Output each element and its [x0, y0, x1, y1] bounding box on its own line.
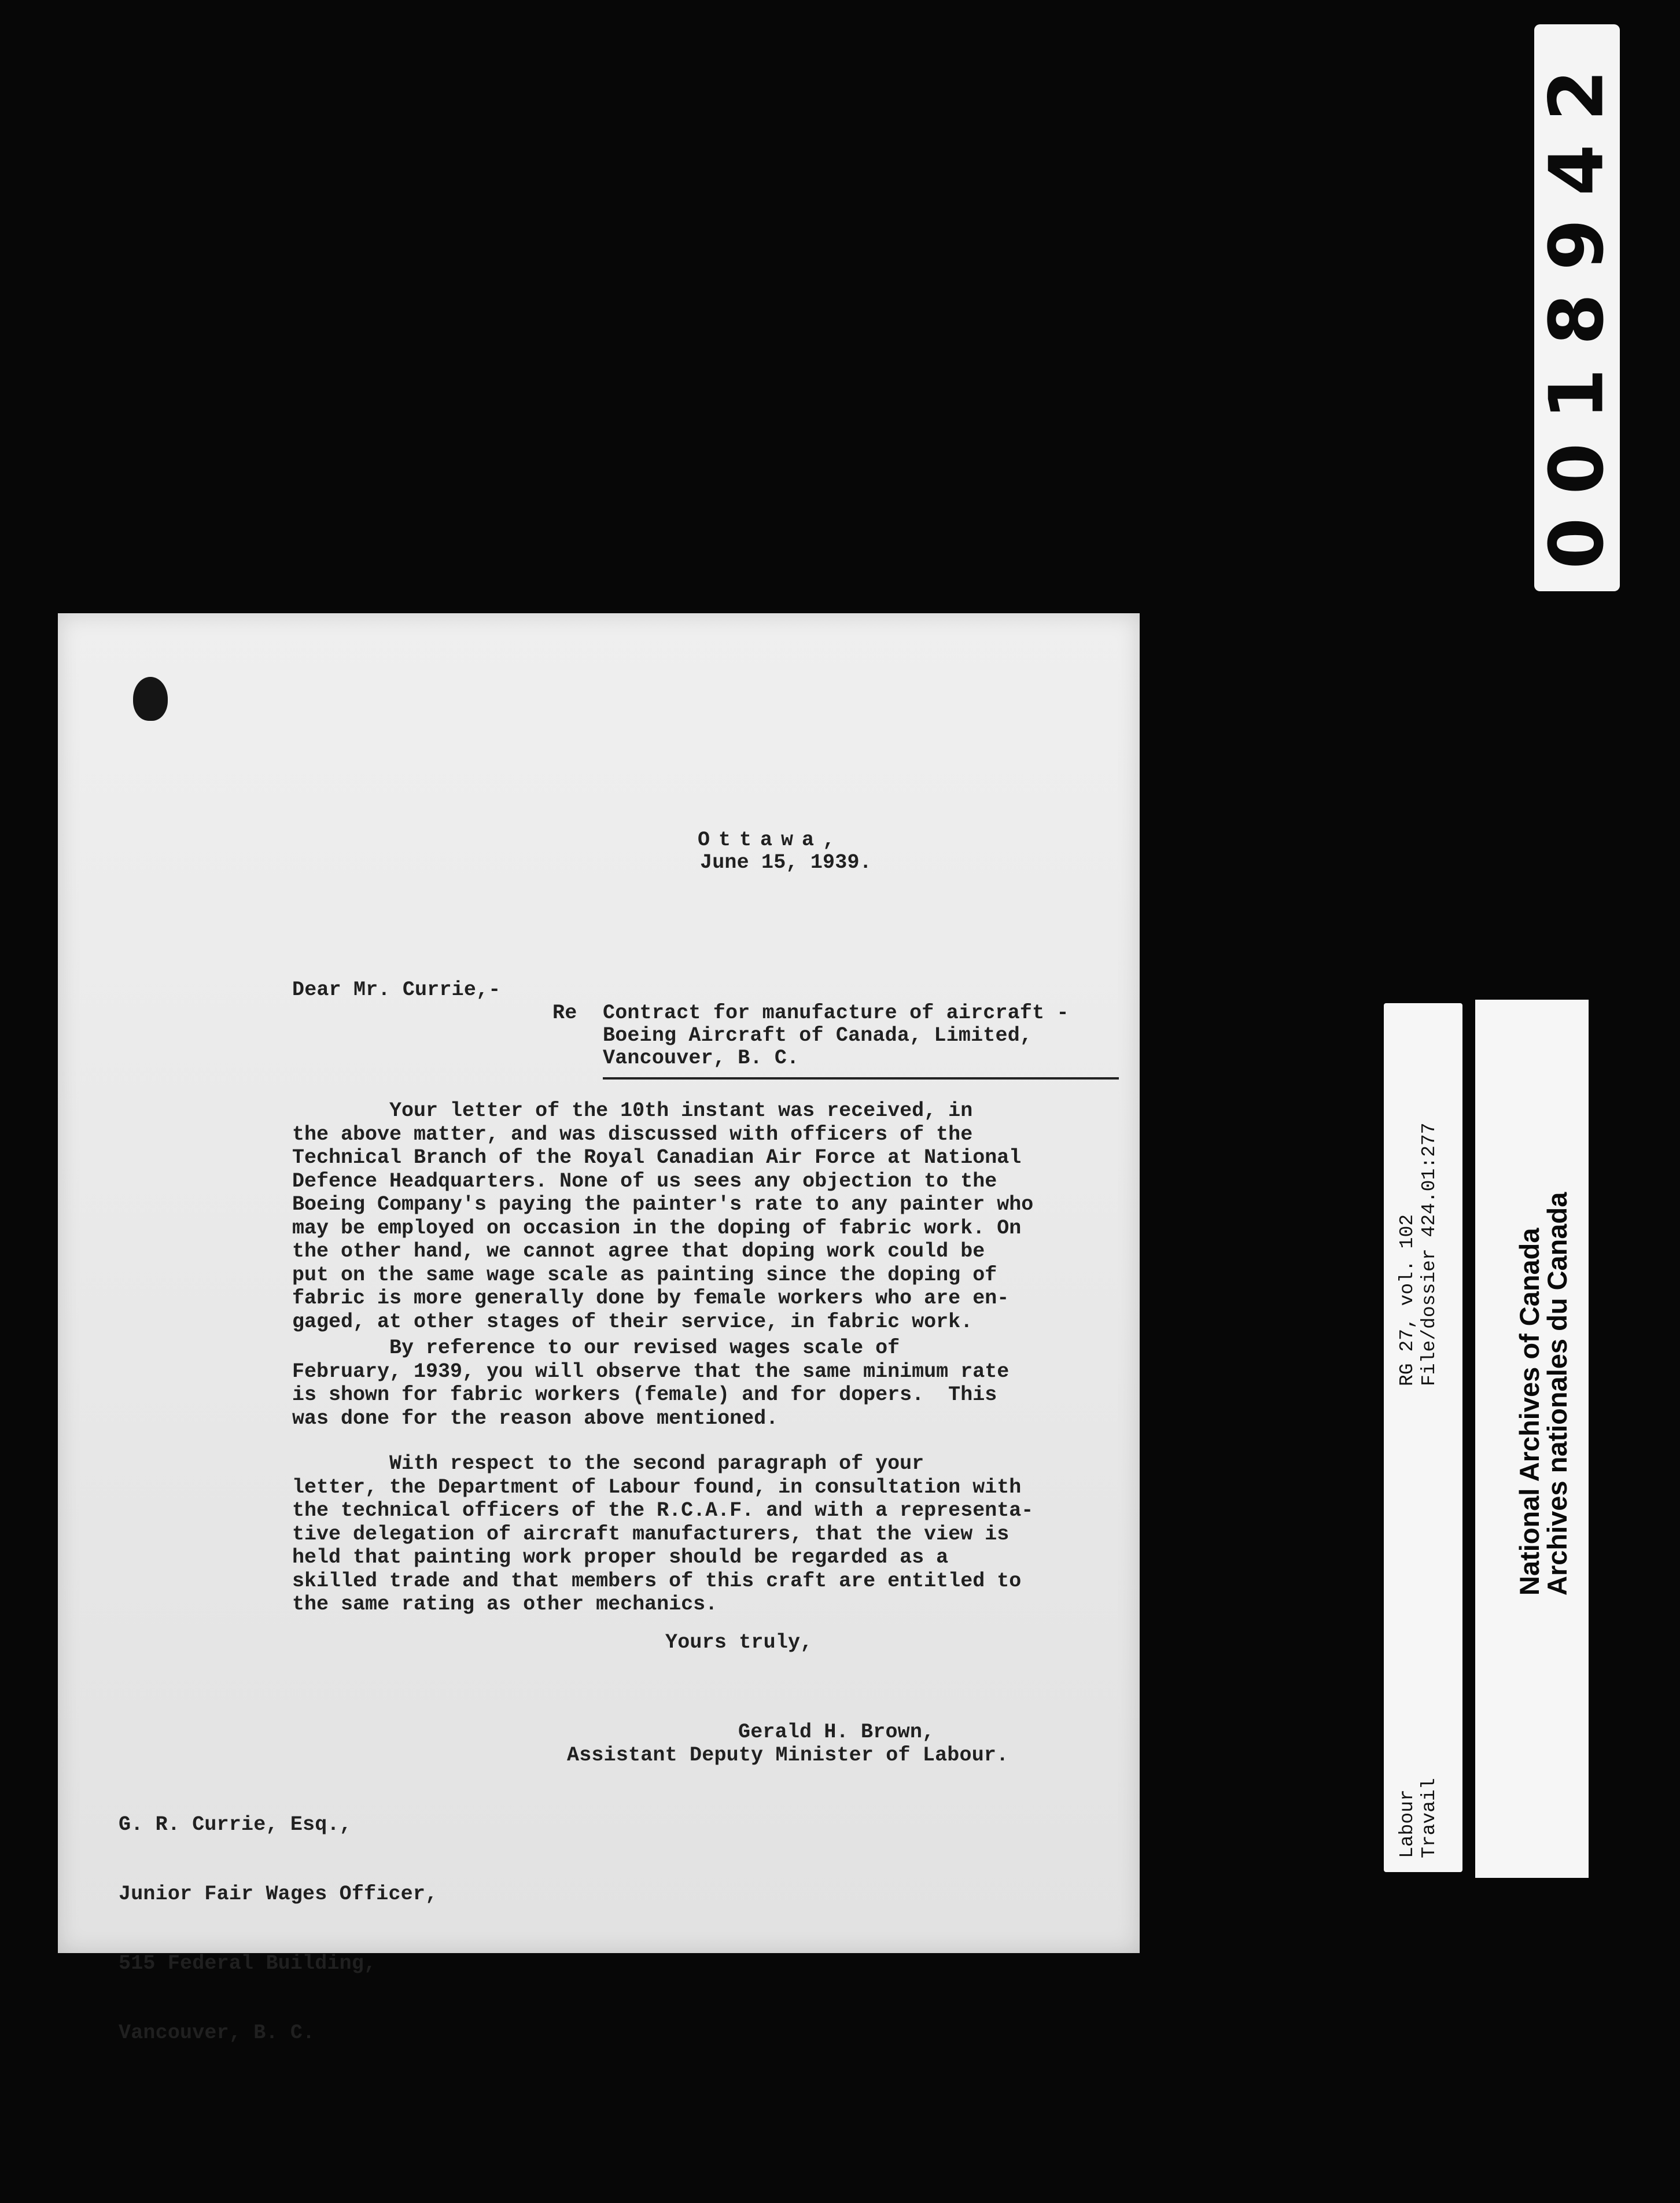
- frame-number: 0018942: [1534, 46, 1620, 569]
- re-subject-line: Contract for manufacture of aircraft -: [603, 1001, 1069, 1025]
- body-line: fabric is more generally done by female workers who are en-: [292, 1287, 1010, 1310]
- body-line: held that painting work proper should be regarded as a: [292, 1546, 949, 1569]
- body-paragraph-1: [292, 1099, 1160, 1333]
- body-line: Defence Headquarters. None of us sees any objection to the: [292, 1169, 997, 1193]
- letter-place: Ottawa,: [698, 828, 844, 852]
- recipient-line: Vancouver, B. C.: [119, 2021, 315, 2044]
- body-line: tive delegation of aircraft manufacturers, that the view is: [292, 1522, 1010, 1546]
- body-line: Your letter of the 10th instant was received, in: [292, 1099, 973, 1122]
- recipient-line: 515 Federal Building,: [119, 1952, 377, 1975]
- body-line: is shown for fabric workers (female) and for dopers. This: [292, 1383, 997, 1406]
- recipient-line: G. R. Currie, Esq.,: [119, 1813, 352, 1836]
- body-line: may be employed on occasion in the doping of fabric work. On: [292, 1216, 1022, 1240]
- archives-name-fr: Archives nationales du Canada: [1542, 1192, 1572, 1596]
- punch-hole: [133, 677, 168, 721]
- body-line: letter, the Department of Labour found, in consultation with: [292, 1475, 1022, 1499]
- salutation: Dear Mr. Currie,-: [292, 978, 501, 1001]
- recipient-address: [119, 1767, 437, 2091]
- closing: Yours truly,: [665, 1631, 813, 1654]
- body-paragraph-3: [292, 1452, 1160, 1616]
- archival-reference-label: [1384, 1003, 1462, 1872]
- reference-file: File/dossier 424.01:277: [1419, 1122, 1440, 1386]
- letter-page: [58, 613, 1140, 2044]
- body-line: By reference to our revised wages scale of: [292, 1336, 900, 1360]
- body-line: gaged, at other stages of their service, in fabric work.: [292, 1310, 973, 1333]
- re-underline: [603, 1077, 1119, 1080]
- reference-department-fr: Travail: [1419, 1778, 1440, 1858]
- archives-name-en: National Archives of Canada: [1514, 1228, 1545, 1596]
- body-line: put on the same wage scale as painting since the doping of: [292, 1263, 997, 1287]
- body-line: was done for the reason above mentioned.: [292, 1406, 779, 1430]
- signer-title: Assistant Deputy Minister of Labour.: [567, 1744, 1009, 1767]
- re-subject-line: Vancouver, B. C.: [603, 1047, 800, 1070]
- archives-label: [1475, 1000, 1589, 1878]
- re-subject-line: Boeing Aircraft of Canada, Limited,: [603, 1024, 1033, 1047]
- body-line: skilled trade and that members of this craft are entitled to: [292, 1569, 1022, 1593]
- reference-department-en: Labour: [1397, 1789, 1418, 1858]
- body-line: the other hand, we cannot agree that doping work could be: [292, 1240, 985, 1263]
- reference-volume: RG 27, vol. 102: [1397, 1214, 1418, 1386]
- re-label: Re: [552, 1001, 577, 1025]
- body-line: With respect to the second paragraph of your: [292, 1452, 924, 1475]
- letter-date: June 15, 1939.: [700, 851, 872, 874]
- body-paragraph-2: [292, 1336, 1160, 1430]
- body-line: Technical Branch of the Royal Canadian Air Force at National: [292, 1146, 1022, 1169]
- recipient-line: Junior Fair Wages Officer,: [119, 1883, 438, 1906]
- body-line: the technical officers of the R.C.A.F. and with a representa-: [292, 1499, 1034, 1522]
- body-line: the above matter, and was discussed with officers of the: [292, 1122, 973, 1146]
- signer-name: Gerald H. Brown,: [738, 1721, 935, 1744]
- re-subject: [603, 1002, 1069, 1070]
- frame-number-label: [1534, 24, 1620, 591]
- body-line: February, 1939, you will observe that the same minimum rate: [292, 1360, 1010, 1383]
- body-line: the same rating as other mechanics.: [292, 1593, 718, 1616]
- body-line: Boeing Company's paying the painter's rate to any painter who: [292, 1193, 1034, 1216]
